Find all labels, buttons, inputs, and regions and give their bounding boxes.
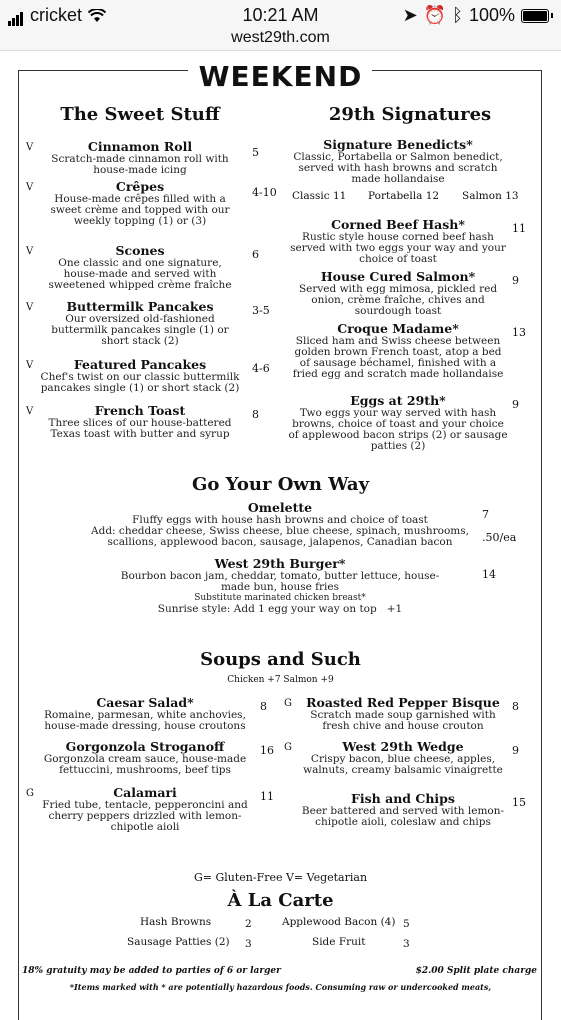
menu-title: WEEKEND: [198, 60, 363, 93]
vegetarian-tag: V: [26, 142, 34, 153]
item-price: 9: [512, 744, 519, 757]
item-desc: One classic and one signature, house-made and served with sweetened whipped crème fraîche: [48, 257, 232, 291]
item-desc: Our oversized old-fashioned buttermilk pancakes single (1) or short stack (2): [51, 313, 229, 347]
item-name: Gorgonzola Stroganoff: [65, 739, 225, 754]
status-icons: [403, 5, 553, 26]
menu-item: [40, 180, 240, 227]
item-name: Roasted Red Pepper Bisque: [306, 695, 500, 710]
sunrise-price: +1: [386, 603, 403, 615]
vegetarian-tag: V: [26, 182, 34, 193]
item-price: 8: [512, 700, 519, 713]
item-name: Caesar Salad*: [96, 695, 194, 710]
item-sub: Substitute marinated chicken breast*: [194, 593, 366, 603]
menu-item: [40, 404, 240, 440]
gluten-free-tag: G: [26, 788, 34, 799]
item-price: 8: [260, 700, 267, 713]
battery-icon: [521, 9, 549, 23]
alacarte-item-name: Applewood Bacon (4): [282, 916, 396, 928]
item-name: Fish and Chips: [351, 791, 455, 806]
item-desc: Sliced ham and Swiss cheese between golden brown French toast, atop a bed of sausage béchamel, finished with a fried egg and scratch made hollandaise: [292, 335, 504, 380]
item-desc: Gorgonzola cream sauce, house-made fettuccini, mushrooms, beef tips: [43, 753, 247, 776]
footer-gratuity: 18% gratuity may be added to parties of 6 or larger: [22, 966, 281, 976]
menu-item: [288, 218, 508, 265]
item-desc: Chef's twist on our classic buttermilk pancakes single (1) or short stack (2): [40, 371, 240, 394]
alacarte-item-price: 2: [245, 918, 252, 930]
item-desc: Crispy bacon, blue cheese, apples, walnuts, creamy balsamic vinaigrette: [303, 753, 503, 776]
item-name: French Toast: [94, 403, 186, 418]
item-add-price: .50/ea: [482, 531, 517, 544]
menu-item: [40, 300, 240, 347]
alacarte-item-price: 5: [403, 918, 410, 930]
item-price: 7: [482, 508, 489, 521]
item-name: Calamari: [113, 785, 177, 800]
item-price: 4-10: [252, 186, 277, 199]
alacarte-item-name: Side Fruit: [312, 936, 366, 948]
menu-item: [40, 140, 240, 176]
item-desc: Scratch made soup garnished with fresh chive and house crouton: [310, 709, 496, 732]
item-price: 11: [512, 222, 526, 235]
menu-item: [298, 792, 508, 828]
item-name: House Cured Salmon*: [320, 269, 476, 284]
vegetarian-tag: V: [26, 302, 34, 313]
menu-item: [40, 244, 240, 291]
item-price: 5: [252, 146, 259, 159]
item-price: 9: [512, 274, 519, 287]
url-bar[interactable]: west29th.com: [231, 29, 330, 46]
menu-item: [40, 740, 250, 776]
clock: 10:21 AM: [242, 5, 319, 25]
menu-item: [40, 358, 240, 394]
item-price: 4-6: [252, 362, 270, 375]
item-desc: Fried tube, tentacle, pepperoncini and cherry peppers drizzled with lemon-chipotle aioli: [42, 799, 248, 833]
item-name: Featured Pancakes: [73, 357, 207, 372]
carrier-label: cricket: [30, 5, 83, 25]
item-desc: Romaine, parmesan, white anchovies, house-made dressing, house croutons: [44, 709, 246, 732]
item-price: 14: [482, 568, 496, 581]
vegetarian-tag: V: [26, 360, 34, 371]
item-name: Signature Benedicts*: [323, 137, 473, 152]
footer-split: $2.00 Split plate charge: [415, 966, 537, 976]
battery-percent: 100%: [468, 5, 515, 25]
item-name: Croque Madame*: [337, 321, 459, 336]
bluetooth-icon: ᛒ: [452, 5, 463, 26]
item-price: 15: [512, 796, 526, 809]
soups-addons: Chicken +7 Salmon +9: [227, 675, 334, 685]
alacarte-item-price: 3: [403, 938, 410, 950]
vegetarian-tag: V: [26, 246, 34, 257]
menu-item: [298, 740, 508, 776]
item-name: Cinnamon Roll: [87, 139, 193, 154]
benedict-option: Classic 11: [292, 190, 347, 202]
menu-page: [0, 52, 561, 1000]
status-bar: [0, 0, 561, 51]
menu-item: [40, 786, 250, 833]
section-heading-soups: Soups and Such: [200, 649, 361, 670]
item-price: 9: [512, 398, 519, 411]
item-name: Buttermilk Pancakes: [66, 299, 214, 314]
alacarte-item-name: Sausage Patties (2): [127, 936, 230, 948]
menu-item: [288, 138, 508, 185]
item-desc: Three slices of our house-battered Texas toast with butter and syrup: [48, 417, 232, 440]
diet-legend: G= Gluten-Free V= Vegetarian: [193, 871, 368, 884]
section-heading-signatures: 29th Signatures: [328, 104, 492, 125]
menu-item: [298, 696, 508, 732]
item-price: 13: [512, 326, 526, 339]
sunrise-text: Sunrise style: Add 1 egg your way on top: [157, 603, 377, 615]
item-price: 16: [260, 744, 274, 757]
menu-item: [40, 696, 250, 732]
item-price: 6: [252, 248, 259, 261]
item-price: 11: [260, 790, 274, 803]
menu-item: [288, 270, 508, 317]
item-add: Add: cheddar cheese, Swiss cheese, blue cheese, spinach, mushrooms, scallions, applewood bacon, sausage, jalapenos, Canadian bacon: [91, 525, 469, 548]
item-name: Corned Beef Hash*: [331, 217, 465, 232]
alacarte-item-name: Hash Browns: [140, 916, 212, 928]
item-desc: House-made crêpes filled with a sweet crème and topped with our weekly topping (1) or (3): [50, 193, 230, 227]
item-desc: Scratch-made cinnamon roll with house-made icing: [51, 153, 229, 176]
item-name: Eggs at 29th*: [350, 393, 446, 408]
gluten-free-tag: G: [284, 698, 292, 709]
item-desc: Classic, Portabella or Salmon benedict, served with hash browns and scratch made hollandaise: [293, 151, 503, 185]
footer-warning: *Items marked with * are potentially hazardous foods. Consuming raw or undercooked meats,: [69, 982, 492, 992]
menu-item: [288, 322, 508, 380]
item-price: 8: [252, 408, 259, 421]
item-name: West 29th Burger*: [214, 556, 346, 571]
item-desc: Fluffy eggs with house hash browns and choice of toast: [132, 514, 428, 526]
item-name: Crêpes: [115, 179, 165, 194]
item-desc: Two eggs your way served with hash browns, choice of toast and your choice of applewood bacon strips (2) or sausage patties (2): [288, 407, 508, 452]
vegetarian-tag: V: [26, 406, 34, 417]
item-desc: Beer battered and served with lemon-chipotle aioli, coleslaw and chips: [301, 805, 505, 828]
item-desc: Bourbon bacon jam, cheddar, tomato, butter lettuce, house-made bun, house fries: [120, 570, 440, 593]
section-heading-alacarte: À La Carte: [227, 890, 334, 911]
menu-item: [288, 394, 508, 452]
location-arrow-icon: ➤: [402, 5, 418, 25]
item-name: Omelette: [247, 500, 313, 515]
omelette-item: [70, 501, 490, 548]
benedict-option: Salmon 13: [462, 190, 519, 202]
alarm-icon: ⏰: [423, 5, 447, 25]
burger-item: [110, 557, 450, 615]
item-name: West 29th Wedge: [342, 739, 464, 754]
item-desc: Served with egg mimosa, pickled red onion, crème fraîche, chives and sourdough toast: [298, 283, 498, 317]
gluten-free-tag: G: [284, 742, 292, 753]
benedict-option: Portabella 12: [368, 190, 440, 202]
section-heading-own-way: Go Your Own Way: [191, 474, 370, 495]
alacarte-item-price: 3: [245, 938, 252, 950]
section-heading-sweet: The Sweet Stuff: [60, 104, 220, 125]
item-price: 3-5: [252, 304, 270, 317]
item-sunrise: [110, 604, 450, 615]
item-desc: Rustic style house corned beef hash served with two eggs your way and your choice of toast: [290, 231, 506, 265]
item-name: Scones: [115, 243, 165, 258]
